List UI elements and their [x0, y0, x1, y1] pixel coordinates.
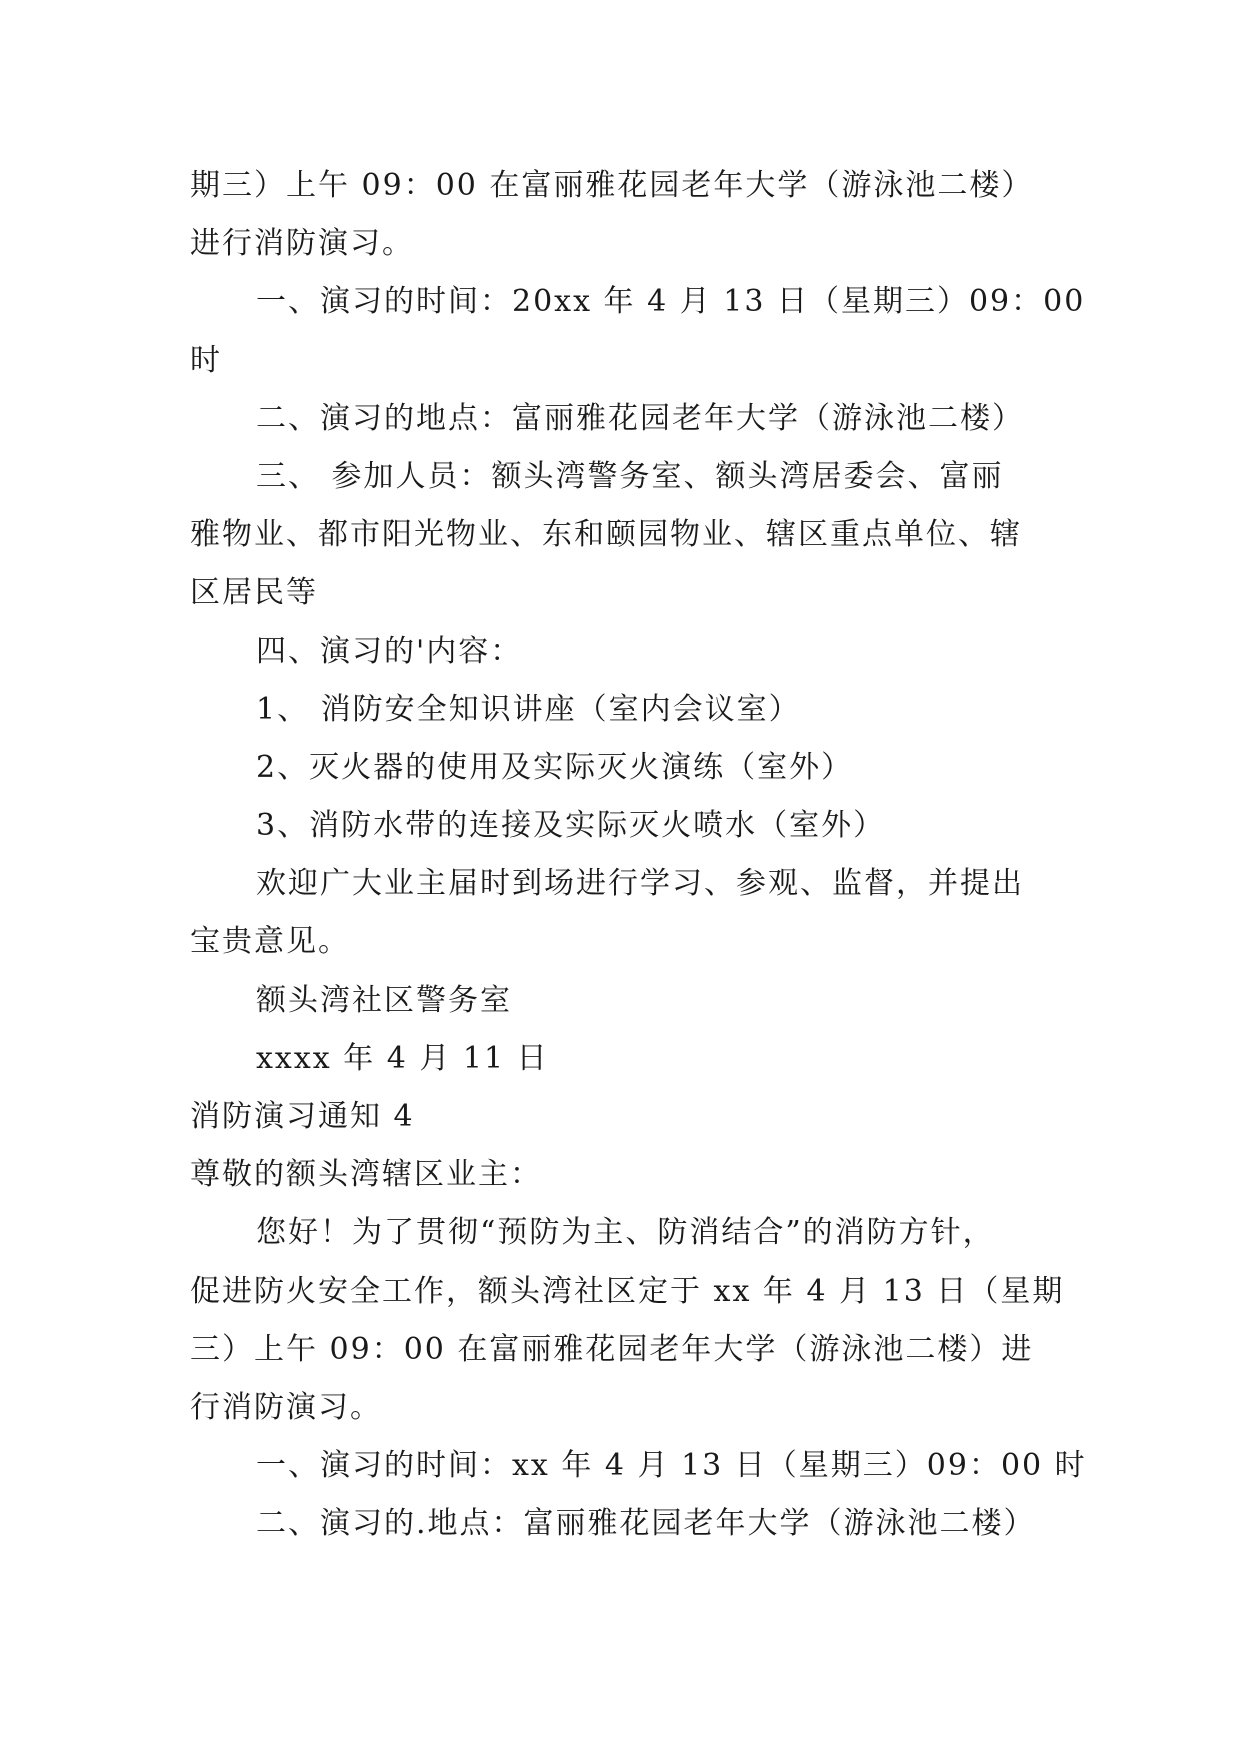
welcome-paragraph: 欢迎广大业主届时到场进行学习、参观、监督，并提出	[256, 866, 1024, 902]
document-body	[190, 157, 1087, 1554]
signature-office: 额头湾社区警务室	[256, 982, 512, 1018]
text-line: 区居民等	[190, 575, 318, 611]
content-item-2: 2、灭火器的使用及实际灭火演练（室外）	[256, 749, 854, 785]
content-item-1: 1、 消防安全知识讲座（室内会议室）	[256, 691, 801, 727]
text-line: 雅物业、都市阳光物业、东和颐园物业、辖区重点单位、辖	[190, 517, 1022, 553]
text-line: 三）上午 09：00 在富丽雅花园老年大学（游泳池二楼）进	[190, 1331, 1034, 1367]
intro-paragraph: 您好！为了贯彻“预防为主、防消结合”的消防方针，	[256, 1215, 995, 1251]
salutation: 尊敬的额头湾辖区业主：	[190, 1157, 542, 1193]
notice-title: 消防演习通知 4	[190, 1099, 415, 1134]
drill-time-item: 一、演习的时间：xx 年 4 月 13 日（星期三）09：00 时	[256, 1448, 1087, 1484]
text-line: 期三）上午 09：00 在富丽雅花园老年大学（游泳池二楼）	[190, 168, 1034, 203]
drill-time-item: 一、演习的时间：20xx 年 4 月 13 日（星期三）09：00	[256, 284, 1086, 320]
drill-location-item: 二、演习的.地点：富丽雅花园老年大学（游泳池二楼）	[256, 1506, 1036, 1542]
text-line: 时	[190, 342, 222, 378]
text-line: 宝贵意见。	[190, 924, 350, 960]
text-line: 行消防演习。	[190, 1389, 382, 1425]
drill-content-heading: 四、演习的'内容：	[256, 633, 523, 669]
signature-date: xxxx 年 4 月 11 日	[256, 1040, 549, 1076]
content-item-3: 3、消防水带的连接及实际灭火喷水（室外）	[256, 808, 886, 844]
text-line: 进行消防演习。	[190, 226, 414, 262]
text-line: 促进防火安全工作，额头湾社区定于 xx 年 4 月 13 日（星期	[190, 1273, 1065, 1309]
drill-location-item: 二、演习的地点：富丽雅花园老年大学（游泳池二楼）	[256, 400, 1024, 436]
participants-item: 三、 参加人员：额头湾警务室、额头湾居委会、富丽	[256, 458, 1004, 494]
